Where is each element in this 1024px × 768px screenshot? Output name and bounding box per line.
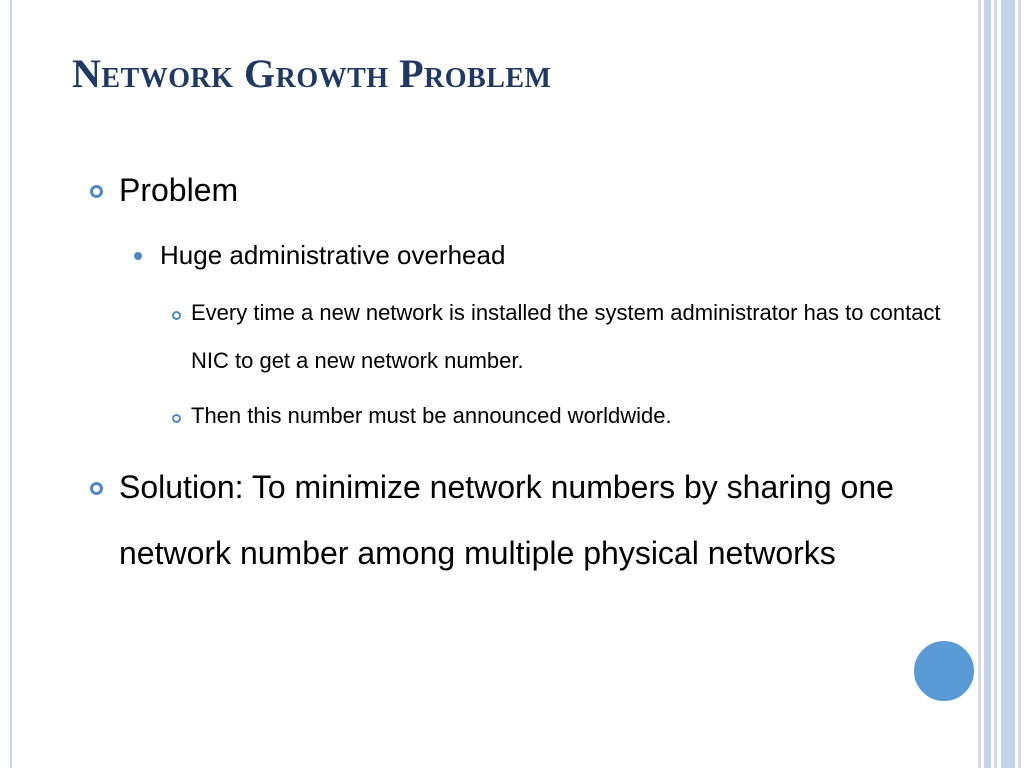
bullet-announced (172, 403, 942, 440)
bullet-text: Huge administrative overhead (160, 240, 506, 270)
ring-bullet-icon (172, 414, 181, 423)
bullet-text: Problem (119, 172, 239, 208)
ring-bullet-icon (90, 482, 103, 495)
bullet-problem (90, 173, 940, 223)
bullet-text: Then this number must be announced worldwide. (191, 403, 672, 428)
left-border-line (10, 0, 12, 768)
right-stripe (984, 0, 991, 768)
dot-bullet-icon (134, 252, 142, 260)
bullet-text: Solution: To minimize network numbers by sharing one network number among multiple physical networks (119, 469, 894, 571)
bullet-solution (90, 470, 950, 586)
slide-title: Network Growth Problem (72, 51, 552, 96)
ring-bullet-icon (90, 185, 103, 198)
right-stripe (994, 0, 997, 768)
bullet-overhead (134, 241, 934, 271)
bullet-every-time (172, 300, 942, 385)
decorative-circle-icon (912, 639, 976, 703)
ring-bullet-icon (172, 311, 181, 320)
right-stripe (1018, 0, 1021, 768)
right-stripe (1001, 0, 1015, 768)
bullet-text: Every time a new network is installed the system administrator has to contact NIC to get a new network number. (191, 300, 941, 373)
right-stripe (978, 0, 981, 768)
